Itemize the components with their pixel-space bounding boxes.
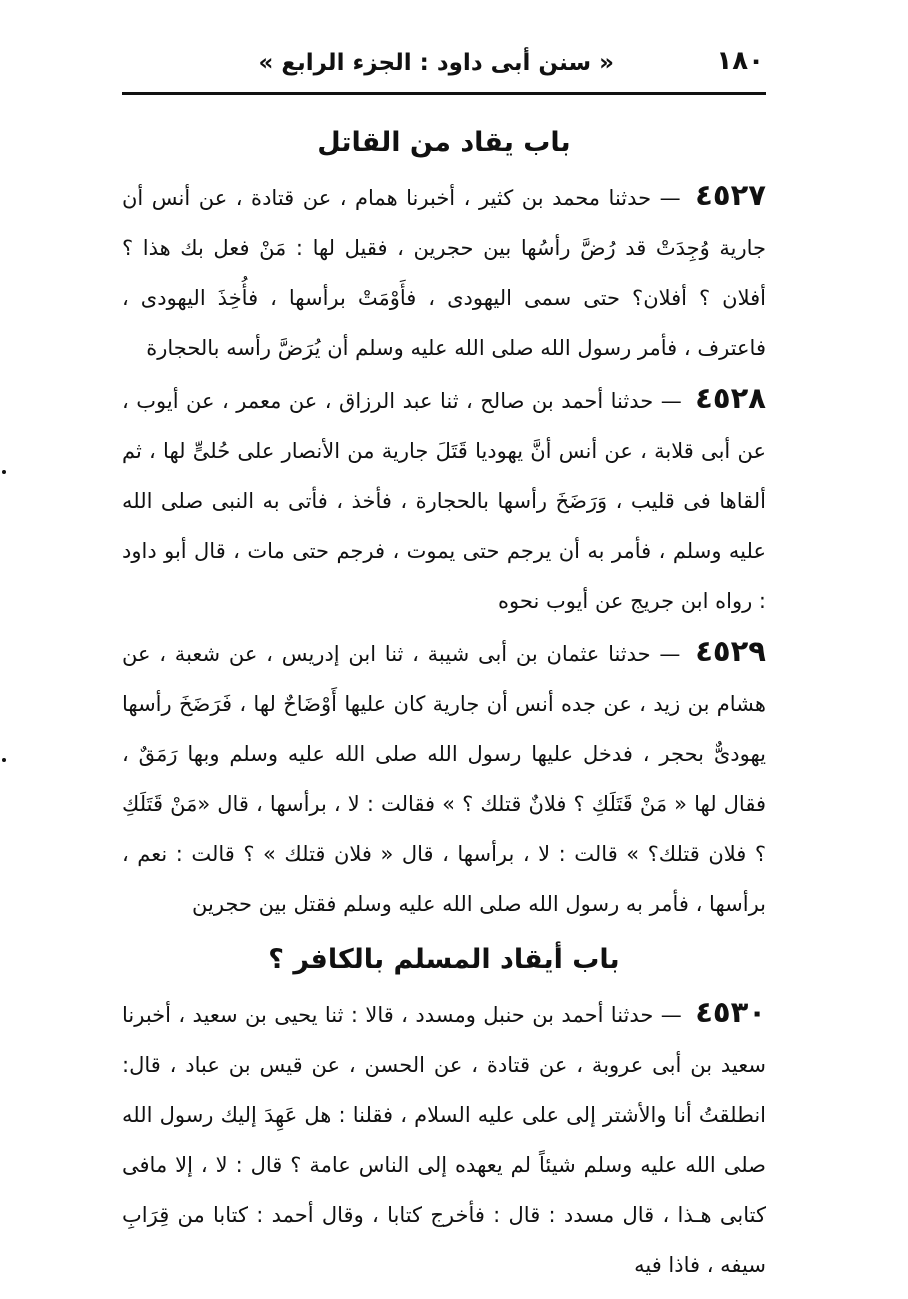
page-header [122, 44, 764, 90]
hadith-paragraph [122, 373, 766, 626]
hadith-text: — حدثنا عثمان بن أبى شيبة ، ثنا ابن إدريس ، عن شعبة ، عن هشام بن زيد ، عن جده أنس أن جارية كان عليها أَوْضَاحٌ لها ، فَرَضَخَ رأسها يهودىٌّ بحجر ، فدخل عليها رسول الله صلى الله عليه وسلم وبها رَمَقٌ ، فقال لها « مَنْ قَتَلَكِ ؟ فلانٌ قتلك ؟ » فقالت : لا ، برأسها ، قال «مَنْ قَتَلَكِ ؟ فلان قتلك؟ » قالت : لا ، برأسها ، قال « فلان قتلك » ؟ قالت : نعم ، برأسها ، فأمر به رسول الله صلى الله عليه وسلم فقتل بين حجرين [122, 642, 766, 916]
hadith-text: — حدثنا أحمد بن صالح ، ثنا عبد الرزاق ، عن معمر ، عن أيوب ، عن أبى قلابة ، عن أنس أنَّ يهوديا قَتَلَ جارية من الأنصار على حُلىٍّ لها ، ثم ألقاها فى قليب ، وَرَضَخَ رأسها بالحجارة ، فأخذ ، فأتى به النبى صلى الله عليه وسلم ، فأمر به أن يرجم حتى يموت ، فرجم حتى مات ، قال أبو داود : رواه ابن جريج عن أيوب نحوه [122, 389, 766, 613]
page-number: ١٨٠ [716, 46, 764, 76]
running-title: « سنن أبى داود : الجزء الرابع » [258, 50, 614, 76]
hadith-number: ٤٥٢٧ [695, 178, 766, 212]
hadith-text: — حدثنا أحمد بن حنبل ومسدد ، قالا : ثنا يحيى بن سعيد ، أخبرنا سعيد بن أبى عروبة ، عن قتادة ، عن الحسن ، عن قيس بن عباد ، قال: انطلقتُ أنا والأشتر إلى على عليه السلام ، فقلنا : هل عَهِدَ إليك رسول الله صلى الله عليه وسلم شيئاً لم يعهده إلى الناس عامة ؟ قال : لا ، إلا مافى كتابى هـذا ، قال مسدد : قال : فأخرج كتابا ، وقال أحمد : كتابا من قِرَابِ سيفه ، فاذا فيه [122, 1003, 766, 1277]
header-rule [122, 92, 766, 95]
hadith-number: ٤٥٢٨ [695, 381, 766, 415]
hadith-text: — حدثنا محمد بن كثير ، أخبرنا همام ، عن قتادة ، عن أنس أن جارية وُجِدَتْ قد رُضَّ رأسُها بين حجرين ، فقيل لها : مَنْ فعل بك هذا ؟ أفلان ؟ أفلان؟ حتى سمى اليهودى ، فأَوْمَتْ برأسها ، فأُخِذَ اليهودى ، فاعترف ، فأمر رسول الله صلى الله عليه وسلم أن يُرَضَّ رأسه بالحجارة [122, 186, 766, 360]
hadith-paragraph [122, 987, 766, 1290]
hadith-number: ٤٥٢٩ [695, 634, 766, 668]
margin-dot [2, 758, 6, 762]
chapter-title: باب يقاد من القاتل [317, 127, 571, 158]
page-body [122, 112, 766, 1290]
hadith-paragraph [122, 626, 766, 929]
chapter-title: باب أيقاد المسلم بالكافر ؟ [268, 944, 620, 975]
margin-dot [2, 470, 6, 474]
hadith-paragraph [122, 170, 766, 373]
hadith-number: ٤٥٣٠ [695, 995, 766, 1029]
